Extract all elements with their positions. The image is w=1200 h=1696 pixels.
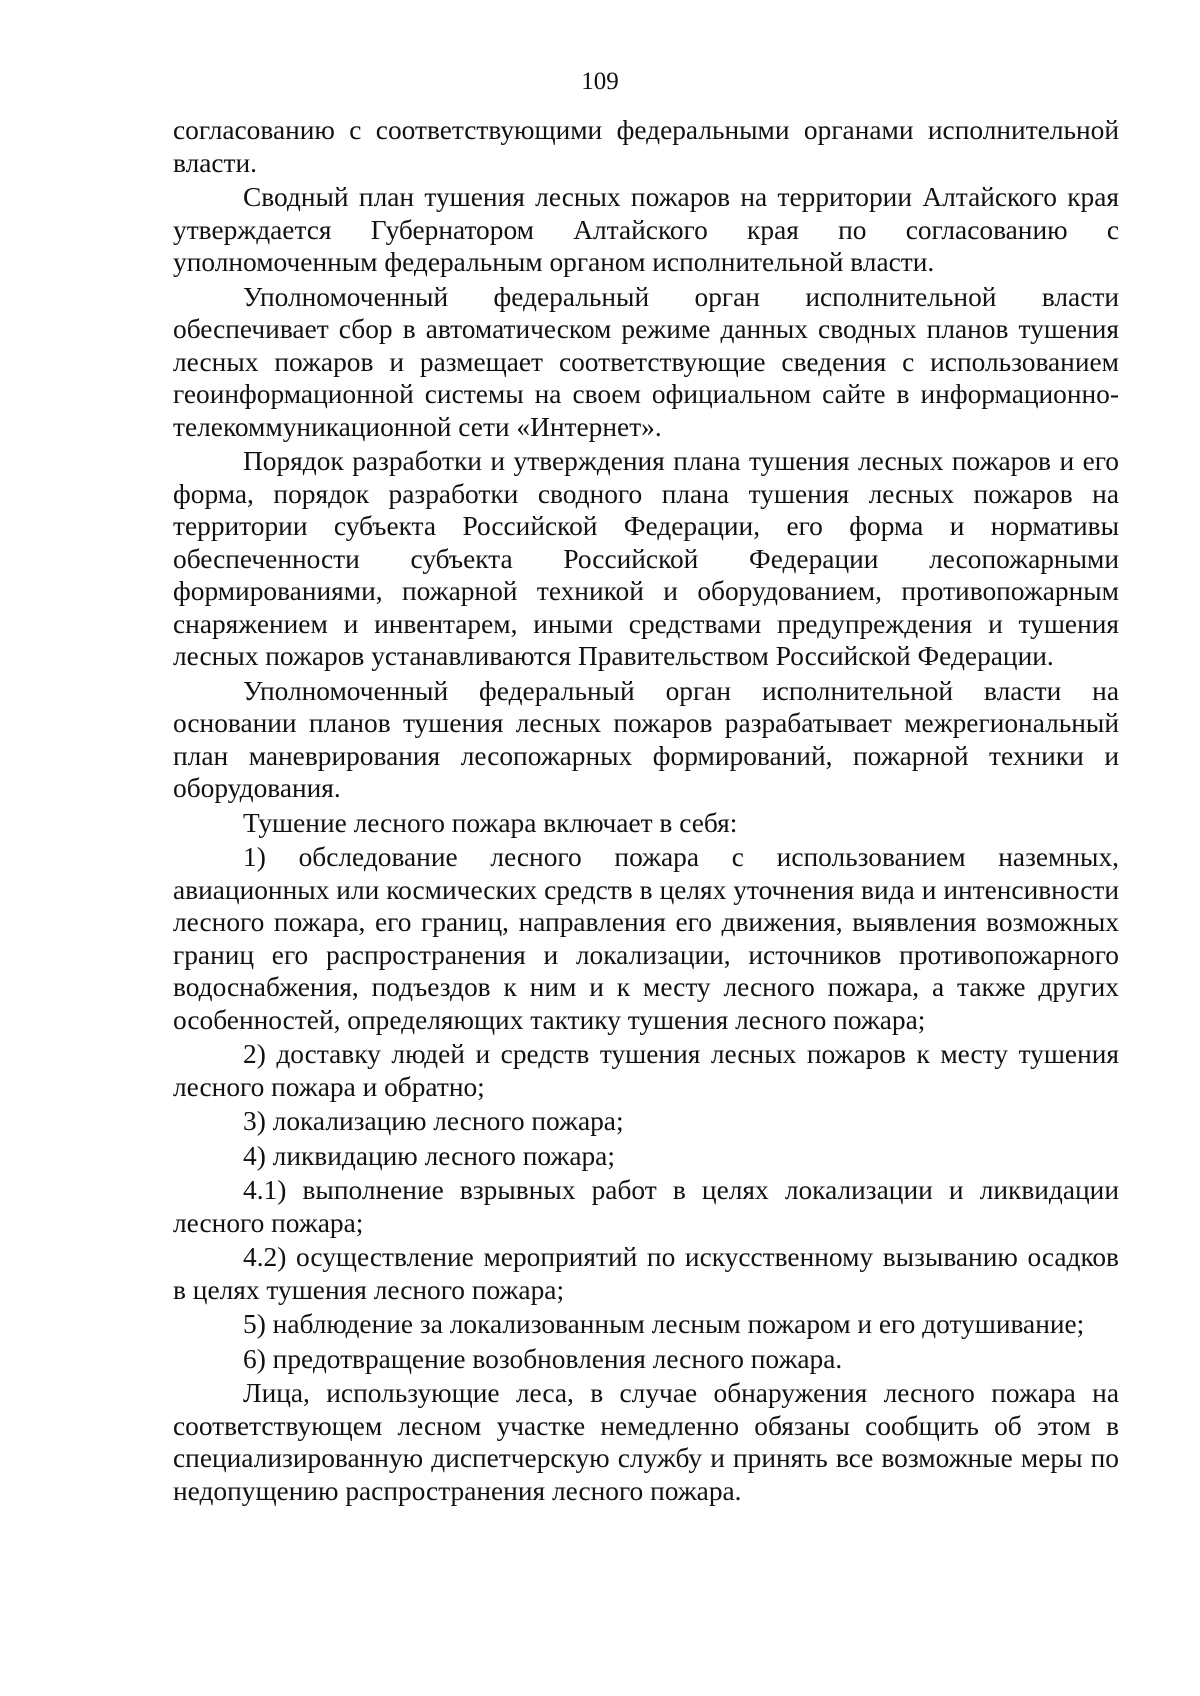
paragraph-summary-plan: Сводный план тушения лесных пожаров на территории Алтайского края утверждается Губернатором Алтайского края по согласованию с уполномоченным федеральным органом исполнительной власти. [173,182,1119,277]
list-item-4: 4) ликвидацию лесного пожара; [243,1140,615,1171]
list-item-6: 6) предотвращение возобновления лесного пожара. [243,1343,843,1374]
list-item-2: 2) доставку людей и средств тушения лесных пожаров к месту тушения лесного пожара и обратно; [173,1039,1119,1102]
list-item-4-2: 4.2) осуществление мероприятий по искусственному вызыванию осадков в целях тушения лесного пожара; [173,1242,1119,1305]
page-number: 109 [581,68,619,95]
list-item-3: 3) локализацию лесного пожара; [243,1106,624,1136]
paragraph-federal-body-data: Уполномоченный федеральный орган исполнительной власти обеспечивает сбор в автоматическом режиме данных сводных планов тушения лесных пожаров и размещает соответствующие сведения с использованием геоинформационной системы на своем официальном сайте в информационно-телекоммуникационной сети «Интернет». [173,281,1119,442]
paragraph-extinguishing-includes: Тушение лесного пожара включает в себя: [243,807,738,838]
paragraph-maneuver-plan: Уполномоченный федеральный орган исполнительной власти на основании планов тушения лесных пожаров разрабатывает межрегиональный план маневрирования лесопожарных формирований, пожарной техники и оборудования. [173,675,1119,803]
paragraph-continuation: согласованию с соответствующими федеральными органами исполнительной власти. [173,115,1119,178]
list-item-4-1: 4.1) выполнение взрывных работ в целях локализации и ликвидации лесного пожара; [173,1175,1119,1238]
paragraph-plan-procedure: Порядок разработки и утверждения плана тушения лесных пожаров и его форма, порядок разработки сводного плана тушения лесных пожаров на территории субъекта Российской Федерации, его форма и нормативы обеспеченности субъекта Российской Федерации лесопожарными формированиями, пожарной техникой и оборудованием, противопожарным снаряжением и инвентарем, иными средствами предупреждения и тушения лесных пожаров устанавливаются Правительством Российской Федерации. [173,446,1119,671]
list-item-5: 5) наблюдение за локализованным лесным пожаром и его дотушивание; [243,1309,1085,1339]
list-item-1: 1) обследование лесного пожара с использованием наземных, авиационных или космических средств в целях уточнения вида и интенсивности лесного пожара, его границ, направления его движения, выявления возможных границ его распространения и локализации, источников противопожарного водоснабжения, подъездов к ним и к месту лесного пожара, а также других особенностей, определяющих тактику тушения лесного пожара; [173,842,1119,1035]
paragraph-forest-users-duty: Лица, использующие леса, в случае обнаружения лесного пожара на соответствующем лесном участке немедленно обязаны сообщить об этом в специализированную диспетчерскую службу и принять все возможные меры по недопущению распространения лесного пожара. [173,1378,1119,1506]
document-body [173,114,1119,1507]
